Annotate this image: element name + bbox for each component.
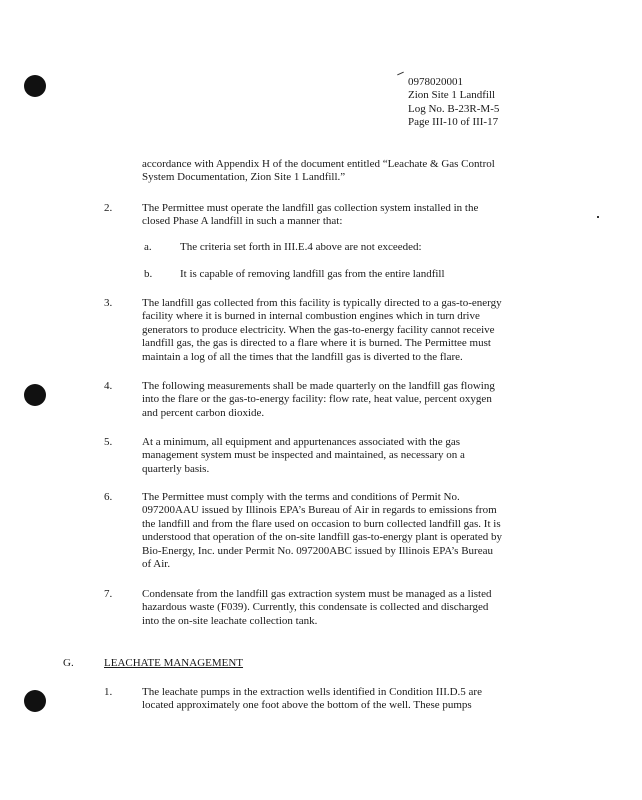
item-number: 2. — [104, 202, 113, 214]
text-line: generators to produce electricity. When the gas-to-energy facility cannot receive — [142, 323, 495, 336]
page-header — [408, 76, 499, 130]
text-line: accordance with Appendix H of the document entitled “Leachate & Gas Control — [142, 158, 495, 170]
scan-mark — [397, 72, 404, 76]
text-line: understood that operation of the on-site landfill gas-to-energy plant is operated by — [142, 531, 502, 544]
item-number: 3. — [104, 297, 113, 309]
section-title: LEACHATE MANAGEMENT — [104, 657, 244, 669]
text-line: 097200AAU issued by Illinois EPA’s Bureau of Air in regards to emissions from — [142, 504, 497, 517]
item-number: 1. — [104, 686, 113, 698]
text-line: closed Phase A landfill in such a manner that: — [142, 215, 343, 228]
text-line: into the on-site leachate collection tank. — [142, 614, 318, 627]
item-number: 6. — [104, 491, 113, 503]
text-line: The Permittee must comply with the terms and conditions of Permit No. — [142, 491, 460, 503]
text-line: into the flare or the gas-to-energy facility: flow rate, heat value, percent oxygen — [142, 393, 492, 406]
text-line: the landfill and from the flare used on occasion to burn collected landfill gas. It is — [142, 517, 501, 530]
text-line: and percent carbon dioxide. — [142, 406, 265, 419]
subitem-letter: b. — [144, 268, 153, 280]
text-line: Bio-Energy, Inc. under Permit No. 097200ABC issued by Illinois EPA’s Bureau — [142, 544, 493, 557]
page-number: Page III-10 of III-17 — [408, 116, 499, 129]
text-line: hazardous waste (F039). Currently, this condensate is collected and discharged — [142, 601, 489, 614]
scan-speck — [597, 216, 599, 218]
text-line: Condensate from the landfill gas extraction system must be managed as a listed — [142, 588, 492, 600]
text-line: located approximately one foot above the bottom of the well. These pumps — [142, 699, 472, 712]
item-number: 4. — [104, 380, 113, 392]
site-name: Zion Site 1 Landfill — [408, 89, 496, 102]
text-line: management system must be inspected and maintained, as necessary on a — [142, 449, 465, 462]
text-line: The leachate pumps in the extraction wells identified in Condition III.D.5 are — [142, 686, 482, 698]
punch-hole-middle — [24, 384, 46, 406]
doc-number: 0978020001 — [408, 76, 463, 88]
text-line: maintain a log of all the times that the landfill gas is diverted to the flare. — [142, 350, 463, 363]
text-line: facility where it is burned in internal combustion engines which in turn drive — [142, 310, 480, 323]
log-number: Log No. B-23R-M-5 — [408, 102, 500, 115]
item-number: 7. — [104, 588, 113, 600]
punch-hole-bottom — [24, 690, 46, 712]
text-line: At a minimum, all equipment and appurtenances associated with the gas — [142, 436, 460, 448]
text-line: of Air. — [142, 558, 171, 571]
text-line: The criteria set forth in III.E.4 above are not exceeded: — [180, 241, 422, 253]
text-line: System Documentation, Zion Site 1 Landfill.” — [142, 171, 346, 184]
text-line: The landfill gas collected from this facility is typically directed to a gas-to-energy — [142, 297, 502, 309]
text-line: The Permittee must operate the landfill gas collection system installed in the — [142, 202, 479, 214]
punch-hole-top — [24, 75, 46, 97]
section-letter: G. — [63, 657, 74, 669]
item-number: 5. — [104, 436, 113, 448]
text-line: The following measurements shall be made quarterly on the landfill gas flowing — [142, 380, 495, 392]
subitem-letter: a. — [144, 241, 152, 253]
text-line: landfill gas, the gas is directed to a flare where it is burned. The Permittee must — [142, 337, 491, 350]
text-line: quarterly basis. — [142, 462, 210, 475]
text-line: It is capable of removing landfill gas from the entire landfill — [180, 268, 445, 280]
